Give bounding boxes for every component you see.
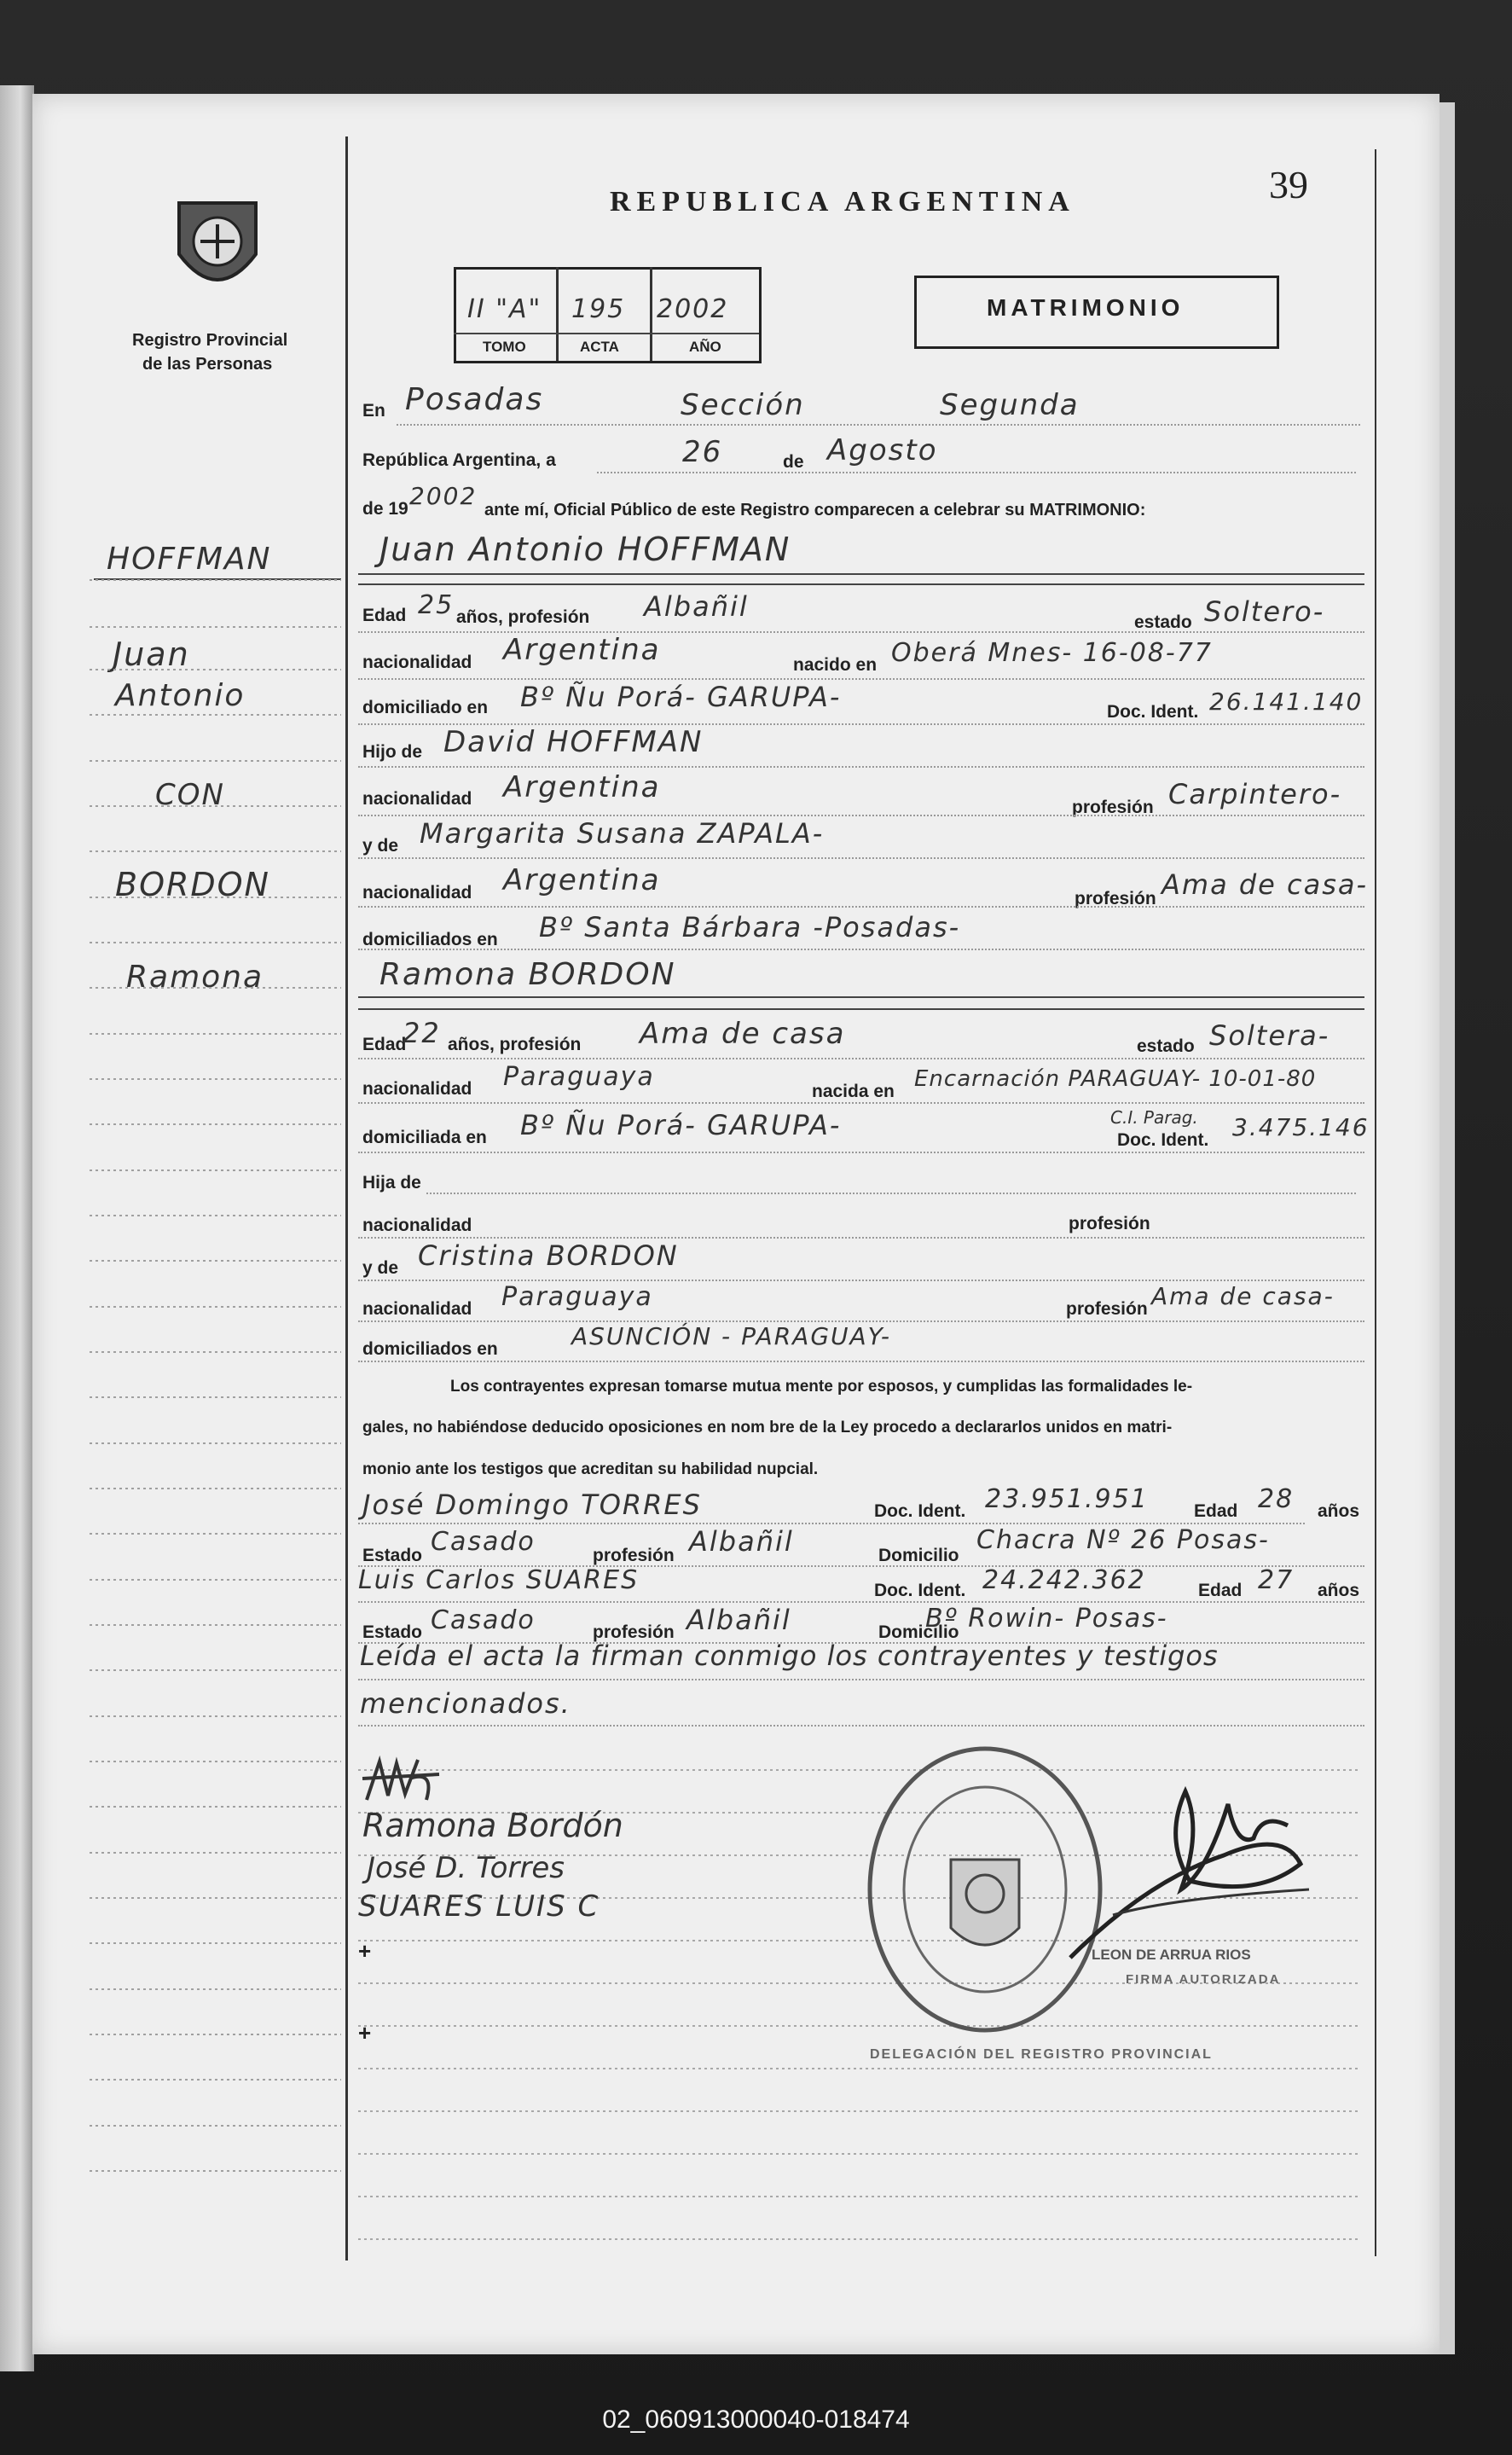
bride-doc: 3.475.146 (1232, 1113, 1370, 1141)
page-edge (1440, 102, 1455, 2354)
declaration-line1: Los contrayentes expresan tomarse mutua mente por esposos, y cumplidas las formalidades le- (450, 1378, 1193, 1396)
bride-name: Ramona BORDON (379, 957, 676, 992)
acta-value: 195 (571, 294, 626, 324)
groom-estado-label: estado (1134, 612, 1192, 632)
margin-divider (345, 136, 348, 2261)
madre-prof-label: profesión (1075, 889, 1156, 908)
bride-name-line (358, 996, 1364, 998)
line-b3 (358, 1152, 1364, 1153)
groom-name: Juan Antonio HOFFMAN (379, 531, 791, 568)
declaration-line2: gales, no habiéndose deducido oposiciones en nom bre de la Ley procedo a declararlos unidos en matri- (362, 1419, 1173, 1436)
witness1-anos: años (1318, 1501, 1360, 1521)
line-w1 (358, 1523, 1305, 1524)
groom-dom-label: domiciliado en (362, 698, 489, 717)
acta-label: ACTA (580, 339, 619, 355)
groom-hijo-label: Hijo de (362, 742, 423, 762)
witness2-edad-label: Edad (1198, 1581, 1243, 1600)
witness1-prof: Albañil (689, 1525, 794, 1558)
box-label-line (454, 333, 759, 334)
ano-value: 2002 (657, 294, 729, 324)
groom-name-line2 (358, 583, 1364, 585)
witness1-name: José Domingo TORRES (362, 1489, 702, 1521)
groom-nac-label: nacionalidad (362, 653, 472, 672)
bride-edad-label: Edad (362, 1035, 407, 1054)
groom-nacido-label: nacido en (793, 655, 878, 675)
box-divider-2 (650, 267, 652, 361)
line-b1 (358, 1058, 1364, 1059)
signature-bride: Ramona Bordón (362, 1807, 623, 1844)
official-name: LEON DE ARRUA RIOS (1092, 1947, 1251, 1963)
bride-madre-nac: Paraguaya (501, 1282, 653, 1312)
line-c2 (358, 1725, 1364, 1727)
coat-of-arms-icon (171, 194, 264, 305)
witness2-dom: Bº Rowin- Posas- (925, 1604, 1168, 1634)
bride-nacida-label: nacida en (812, 1082, 895, 1101)
day: 26 (682, 435, 723, 469)
year: 2002 (409, 482, 478, 510)
bride-dom2: ASUNCIÓN - PARAGUAY- (571, 1322, 892, 1350)
bride-dom: Bº Ñu Porá- GARUPA- (520, 1109, 842, 1141)
star-mark-1: + (358, 1938, 372, 1964)
witness1-dom-label: Domicilio (878, 1546, 959, 1565)
de-label: de (783, 452, 804, 472)
line-date (597, 472, 1356, 473)
closing-line2: mencionados. (360, 1687, 571, 1720)
witness1-dom: Chacra Nº 26 Posas- (976, 1525, 1270, 1555)
signature-witness1: José D. Torres (367, 1851, 565, 1885)
groom-name-line (358, 573, 1364, 575)
padre-nac-label: nacionalidad (362, 789, 472, 809)
witness1-doc: 23.951.951 (985, 1484, 1149, 1514)
en-label: En (362, 401, 385, 421)
official-signature (1045, 1753, 1326, 1975)
groom-doc-label: Doc. Ident. (1107, 702, 1199, 722)
page-number: 39 (1269, 163, 1308, 206)
line-b2 (358, 1102, 1364, 1104)
book-edge (0, 85, 34, 2371)
tomo-label: TOMO (483, 339, 526, 355)
intro-text: ante mí, Oficial Público de este Registro comparecen a celebrar su MATRIMONIO: (484, 501, 1146, 519)
ano-label: AÑO (689, 339, 721, 355)
bride-dom2-label: domiciliados en (362, 1339, 498, 1359)
witness2-edad: 27 (1258, 1565, 1295, 1595)
bride-madre-nac-label: nacionalidad (362, 1299, 472, 1319)
agency-name-2: de las Personas (142, 355, 273, 374)
margin-surname2: BORDON (115, 866, 270, 903)
line-g4 (358, 766, 1364, 768)
witness2-prof-label: profesión (593, 1622, 675, 1642)
madre-nac: Argentina (503, 863, 661, 897)
groom-edad-label: Edad (362, 606, 407, 625)
padre-prof: Carpintero- (1168, 778, 1342, 810)
witness2-anos: años (1318, 1581, 1360, 1600)
year-prefix: de 19 (362, 499, 408, 519)
bride-nac-label: nacionalidad (362, 1079, 472, 1099)
witness1-doc-label: Doc. Ident. (874, 1501, 966, 1521)
line-b6 (358, 1280, 1364, 1281)
bride-estado-label: estado (1137, 1036, 1195, 1056)
padre-nac: Argentina (503, 770, 661, 804)
groom-madre: Margarita Susana ZAPALA- (420, 817, 825, 850)
groom-doc: 26.141.140 (1209, 688, 1364, 716)
month: Agosto (827, 433, 938, 467)
witness1-prof-label: profesión (593, 1546, 675, 1565)
margin-rules (90, 529, 345, 2243)
witness2-name: Luis Carlos SUARES (358, 1565, 640, 1595)
witness2-estado-label: Estado (362, 1622, 423, 1642)
seccion: Sección (681, 388, 805, 422)
bride-nac: Paraguaya (503, 1062, 655, 1092)
signature-groom (358, 1753, 452, 1813)
groom-nacido: Oberá Mnes- 16-08-77 (891, 638, 1213, 668)
republica-label: República Argentina, a (362, 450, 556, 470)
signature-witness2: SUARES LUIS C (358, 1889, 600, 1924)
madre-nac-label: nacionalidad (362, 883, 472, 902)
groom-nac: Argentina (503, 633, 661, 667)
groom-edad: 25 (418, 590, 455, 620)
box-divider-1 (556, 267, 559, 361)
line-en (397, 424, 1360, 426)
line-b8 (358, 1361, 1364, 1362)
place: Posadas (405, 382, 544, 417)
declaration-line3: monio ante los testigos que acreditan su habilidad nupcial. (362, 1460, 819, 1478)
witness1-estado-label: Estado (362, 1546, 423, 1565)
bride-dom-label: domiciliada en (362, 1128, 487, 1147)
margin-name3: Ramona (126, 960, 264, 995)
line-w3 (358, 1601, 1364, 1603)
bride-nacida: Encarnación PARAGUAY- 10-01-80 (914, 1066, 1317, 1092)
groom-estado: Soltero- (1204, 595, 1325, 628)
witness1-edad-label: Edad (1194, 1501, 1238, 1521)
witness1-edad: 28 (1258, 1484, 1295, 1514)
witness2-prof: Albañil (686, 1604, 791, 1636)
groom-profesion: Albañil (644, 590, 749, 623)
margin-name2: Antonio (115, 678, 246, 713)
witness2-doc-label: Doc. Ident. (874, 1581, 966, 1600)
bride-profesion-label: años, profesión (448, 1035, 582, 1054)
bride-profesion: Ama de casa (640, 1017, 846, 1051)
bride-padre-nac-label: nacionalidad (362, 1216, 472, 1235)
tomo-value: II "A" (467, 294, 542, 324)
agency-name-1: Registro Provincial (132, 331, 288, 350)
bride-hija-label: Hija de (362, 1173, 421, 1193)
star-mark-2: + (358, 2020, 372, 2046)
bride-y-de: y de (362, 1258, 399, 1278)
witness2-dom-label: Domicilio (878, 1622, 959, 1642)
line-b5 (358, 1237, 1364, 1239)
line-g8 (358, 949, 1364, 950)
witness2-estado: Casado (431, 1605, 536, 1635)
record-type: MATRIMONIO (987, 294, 1185, 321)
line-g7 (358, 906, 1364, 908)
bride-padre-prof-label: profesión (1069, 1214, 1150, 1233)
closing-line1: Leída el acta la firman conmigo los contrayentes y testigos (360, 1640, 1219, 1672)
country-title: REPUBLICA ARGENTINA (610, 186, 1075, 218)
padres-dom: Bº Santa Bárbara -Posadas- (539, 911, 961, 943)
seal-text: DELEGACIÓN DEL REGISTRO PROVINCIAL (870, 2047, 1213, 2062)
line-b4 (426, 1193, 1356, 1194)
bride-madre-prof: Ama de casa- (1151, 1282, 1335, 1310)
image-id-footer: 02_060913000040-018474 (602, 2406, 910, 2434)
witness2-doc: 24.242.362 (982, 1565, 1146, 1595)
line-g5 (358, 815, 1364, 816)
bride-doc-label: Doc. Ident. (1117, 1130, 1209, 1150)
bride-estado: Soltera- (1209, 1019, 1330, 1052)
bride-ci-note: C.I. Parag. (1110, 1107, 1198, 1128)
madre-prof: Ama de casa- (1162, 868, 1369, 901)
bride-madre-prof-label: profesión (1066, 1299, 1148, 1319)
margin-name1: Juan (113, 636, 190, 673)
groom-dom: Bº Ñu Porá- GARUPA- (520, 681, 842, 713)
line-c1 (358, 1679, 1364, 1680)
official-caption: FIRMA AUTORIZADA (1126, 1972, 1281, 1987)
line-g6 (358, 857, 1364, 859)
madre-y-de: y de (362, 836, 399, 856)
groom-padre: David HOFFMAN (443, 725, 704, 759)
bride-edad: 22 (403, 1017, 441, 1049)
bride-name-line2 (358, 1008, 1364, 1010)
seccion-value: Segunda (940, 388, 1080, 422)
line-g2 (358, 678, 1364, 680)
padres-dom-label: domiciliados en (362, 930, 498, 949)
margin-con: CON (155, 778, 225, 812)
padre-prof-label: profesión (1072, 798, 1154, 817)
margin-surname: HOFFMAN (107, 542, 272, 577)
bride-madre: Cristina BORDON (418, 1239, 679, 1272)
witness1-estado: Casado (431, 1527, 536, 1557)
right-border (1375, 149, 1376, 2256)
groom-profesion-label: años, profesión (456, 607, 590, 627)
